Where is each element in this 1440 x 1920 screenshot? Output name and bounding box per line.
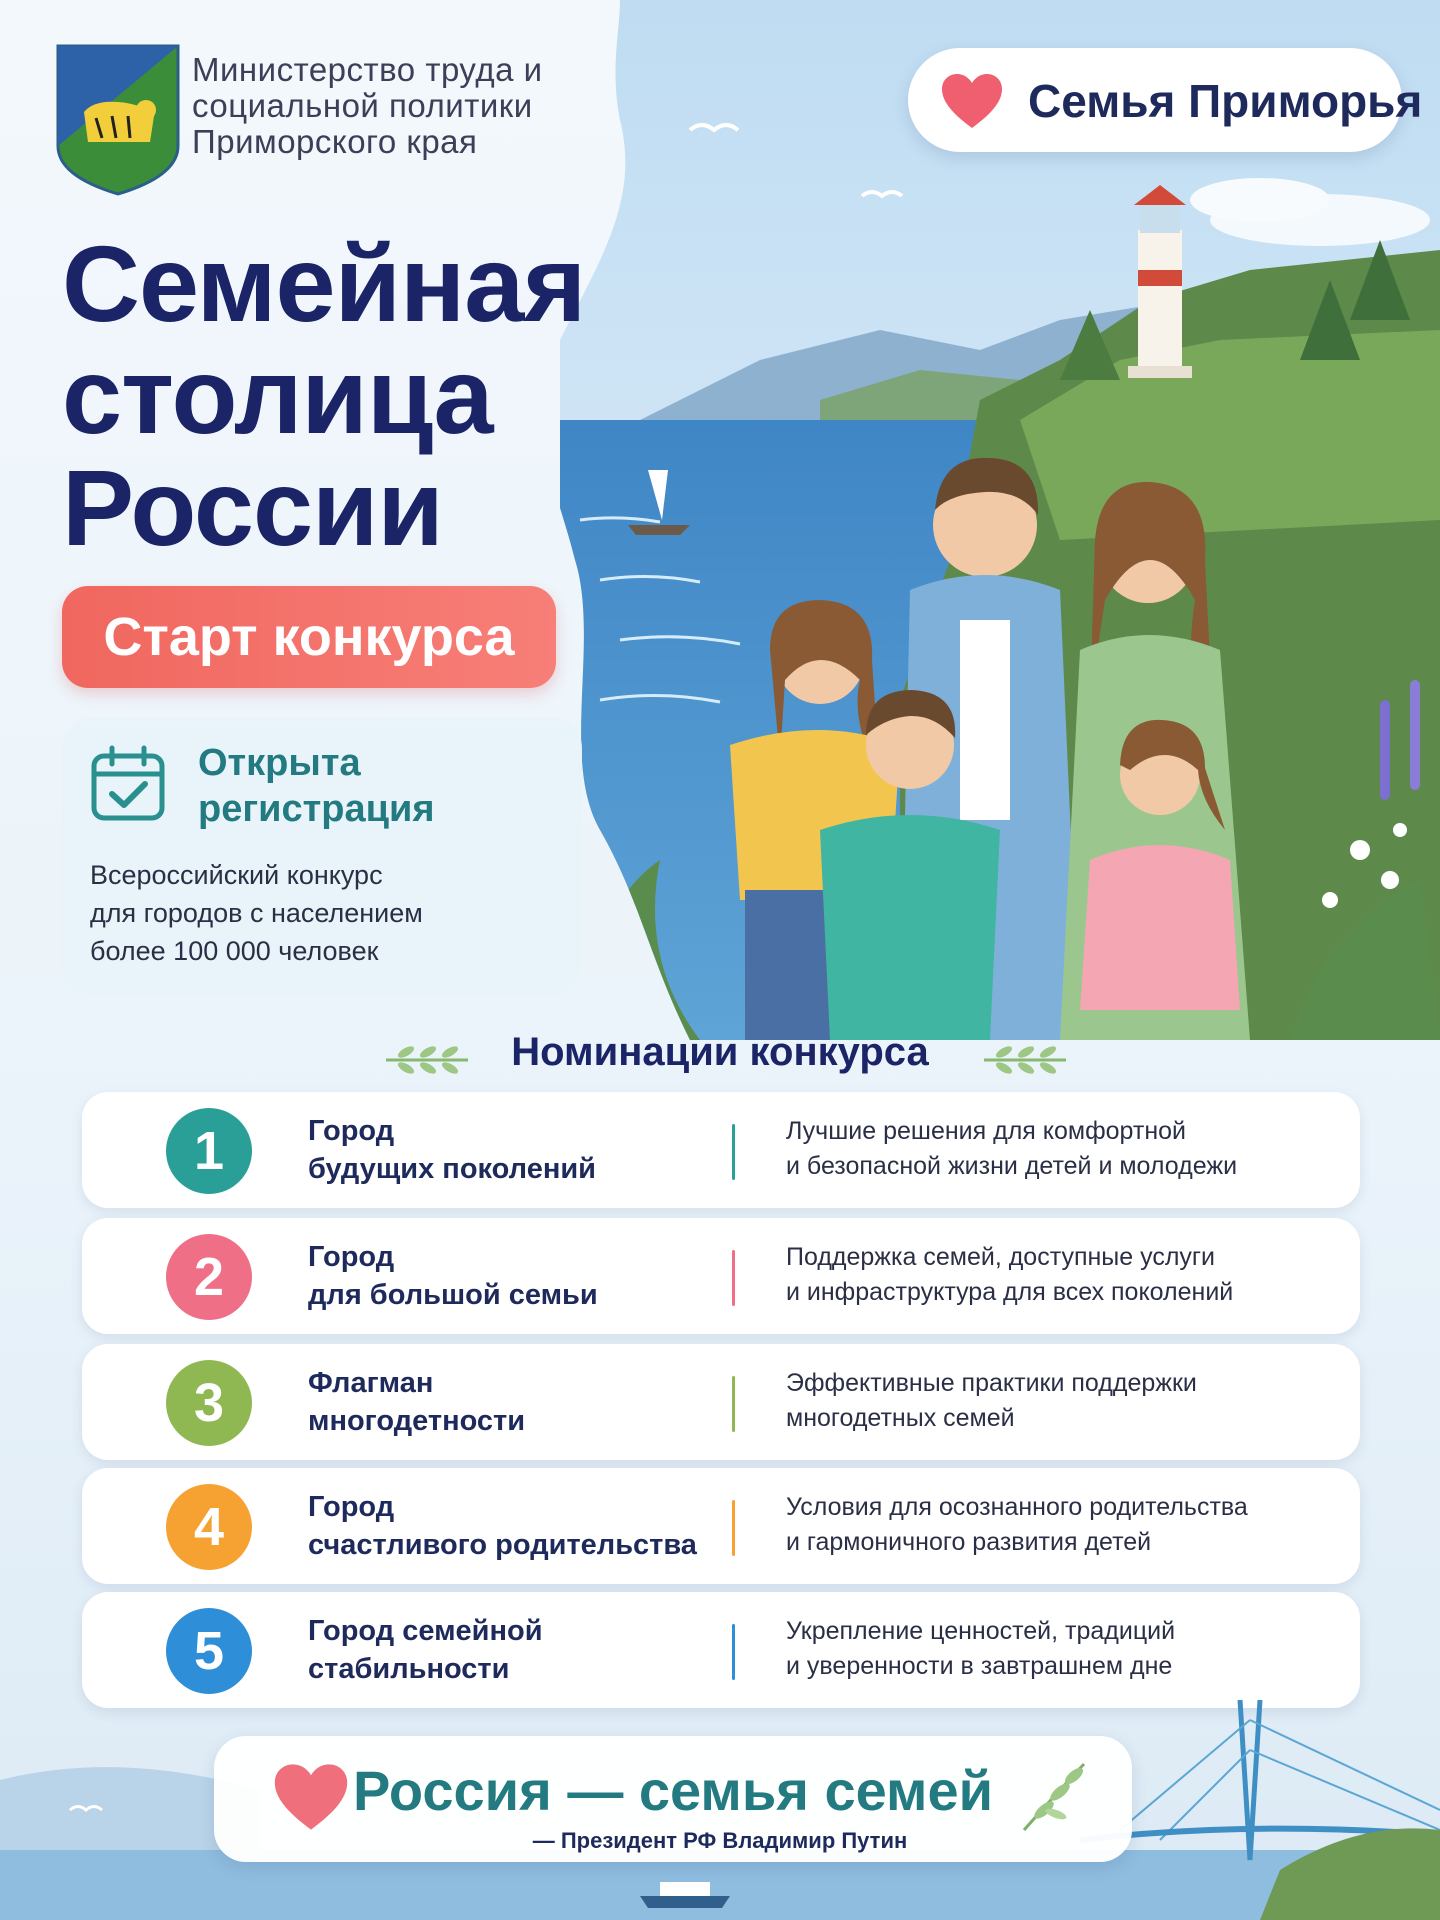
registration-desc-line: Всероссийский конкурс	[90, 860, 383, 890]
nomination-divider	[732, 1250, 735, 1306]
nomination-row	[82, 1344, 1360, 1460]
nomination-desc-line: Эффективные практики поддержки	[786, 1369, 1197, 1397]
nomination-description	[786, 1114, 1326, 1184]
nomination-desc-line: Поддержка семей, доступные услуги	[786, 1243, 1215, 1271]
nomination-divider	[732, 1376, 735, 1432]
ministry-line: Министерство труда и	[192, 51, 543, 88]
nomination-name	[308, 1488, 728, 1564]
nomination-name-line: Флагман	[308, 1367, 434, 1399]
nomination-description	[786, 1490, 1326, 1560]
nomination-row	[82, 1468, 1360, 1584]
nomination-name-line: стабильности	[308, 1653, 510, 1685]
nomination-row	[82, 1092, 1360, 1208]
registration-desc-line: для городов с населением	[90, 898, 423, 928]
badge-label: Семья Приморья	[1028, 75, 1423, 127]
nomination-description	[786, 1366, 1326, 1436]
nomination-row	[82, 1218, 1360, 1334]
nomination-desc-line: Укрепление ценностей, традиций	[786, 1617, 1176, 1645]
title-line: столица	[62, 335, 493, 456]
registration-heading	[198, 740, 435, 832]
nomination-number: 5	[166, 1608, 252, 1694]
nominations-title: Номинации конкурса	[511, 1030, 929, 1074]
page-title	[62, 223, 662, 568]
nomination-name-line: будущих поколений	[308, 1153, 597, 1185]
nomination-name-line: Город	[308, 1241, 395, 1273]
ministry-name	[192, 52, 652, 160]
calendar-check-icon	[88, 744, 168, 824]
nomination-number: 1	[166, 1108, 252, 1194]
registration-description	[90, 856, 423, 970]
nomination-name	[308, 1364, 728, 1440]
coat-of-arms-icon	[54, 42, 182, 196]
nomination-description	[786, 1240, 1326, 1310]
nomination-desc-line: и гармоничного развития детей	[786, 1528, 1152, 1556]
nomination-desc-line: Лучшие решения для комфортной	[786, 1117, 1187, 1145]
nomination-name-line: для большой семьи	[308, 1279, 598, 1311]
quote-attribution: — Президент РФ Владимир Путин	[532, 1828, 908, 1853]
heart-icon	[940, 72, 1004, 130]
nomination-name	[308, 1238, 728, 1314]
nomination-name	[308, 1112, 728, 1188]
ministry-line: социальной политики	[192, 87, 533, 124]
registration-card	[62, 718, 582, 996]
registration-heading-line: регистрация	[198, 788, 435, 830]
nominations-header	[0, 1030, 1440, 1090]
nomination-divider	[732, 1124, 735, 1180]
title-line: Семейная	[62, 223, 586, 344]
nomination-desc-line: и инфраструктура для всех поколений	[786, 1278, 1234, 1306]
ministry-line: Приморского края	[192, 123, 478, 160]
nomination-desc-line: и уверенности в завтрашнем дне	[786, 1652, 1173, 1680]
leaf-icon	[1014, 1756, 1094, 1836]
sprig-icon	[980, 1040, 1070, 1080]
registration-desc-line: более 100 000 человек	[90, 936, 379, 966]
title-line: России	[62, 447, 443, 568]
slogan-text: Россия — семья семей	[352, 1759, 994, 1822]
nomination-name-line: счастливого родительства	[308, 1529, 697, 1561]
nomination-divider	[732, 1500, 735, 1556]
nomination-number: 4	[166, 1484, 252, 1570]
nomination-name-line: Город семейной	[308, 1615, 543, 1647]
nomination-name-line: многодетности	[308, 1405, 526, 1437]
nomination-number: 3	[166, 1360, 252, 1446]
nomination-desc-line: многодетных семей	[786, 1404, 1015, 1432]
nomination-name-line: Город	[308, 1115, 395, 1147]
contest-start-badge: Старт конкурса	[62, 586, 556, 688]
nomination-number: 2	[166, 1234, 252, 1320]
nomination-desc-line: и безопасной жизни детей и молодежи	[786, 1152, 1238, 1180]
family-primorye-badge	[908, 48, 1423, 152]
registration-heading-line: Открыта	[198, 742, 361, 784]
nomination-desc-line: Условия для осознанного родительства	[786, 1493, 1248, 1521]
nomination-name-line: Город	[308, 1491, 395, 1523]
